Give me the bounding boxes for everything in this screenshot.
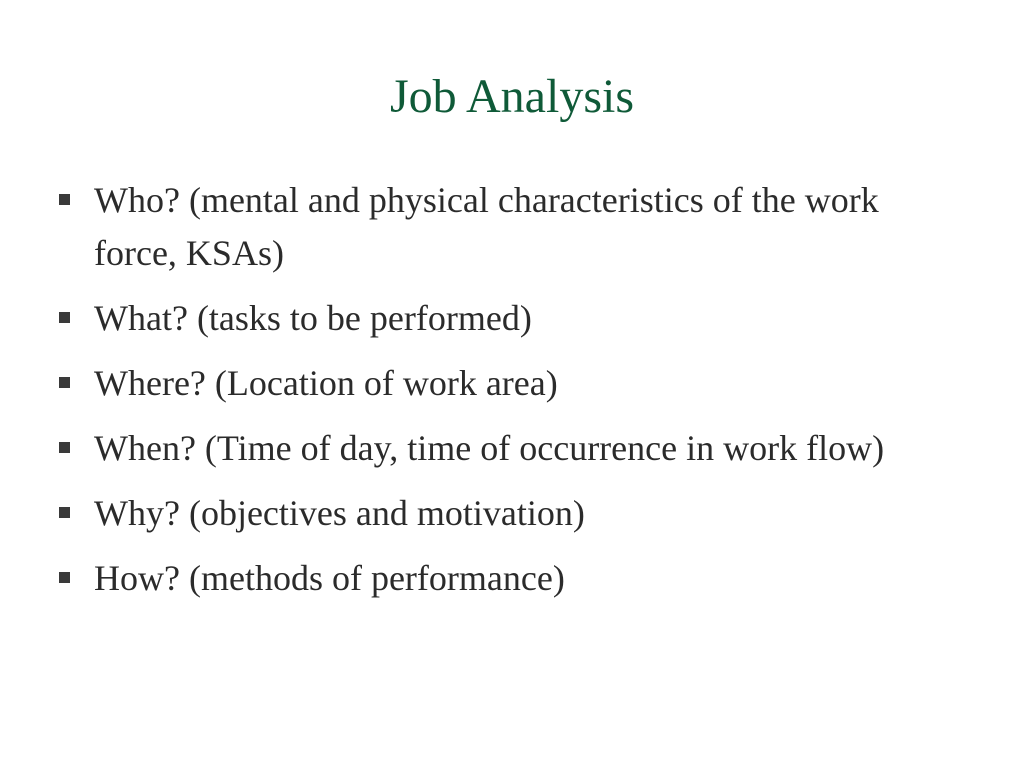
bullet-text: How? (methods of performance) (94, 558, 565, 598)
bullet-text: Why? (objectives and motivation) (94, 493, 585, 533)
bullet-item-where (56, 357, 956, 410)
bullet-text: Who? (mental and physical characteristics of the work force, KSAs) (94, 180, 879, 273)
bullet-text: Where? (Location of work area) (94, 363, 558, 403)
square-bullet-icon (59, 377, 70, 388)
square-bullet-icon (59, 442, 70, 453)
bullet-list (56, 174, 956, 617)
bullet-item-who (56, 174, 956, 280)
bullet-item-when (56, 422, 956, 475)
slide-title: Job Analysis (389, 70, 635, 123)
bullet-item-how (56, 552, 956, 605)
bullet-text: When? (Time of day, time of occurrence in work flow) (94, 428, 885, 468)
bullet-item-why (56, 487, 956, 540)
bullet-item-what (56, 292, 956, 345)
square-bullet-icon (59, 572, 70, 583)
bullet-text: What? (tasks to be performed) (94, 298, 532, 338)
square-bullet-icon (59, 194, 70, 205)
square-bullet-icon (59, 507, 70, 518)
square-bullet-icon (59, 312, 70, 323)
